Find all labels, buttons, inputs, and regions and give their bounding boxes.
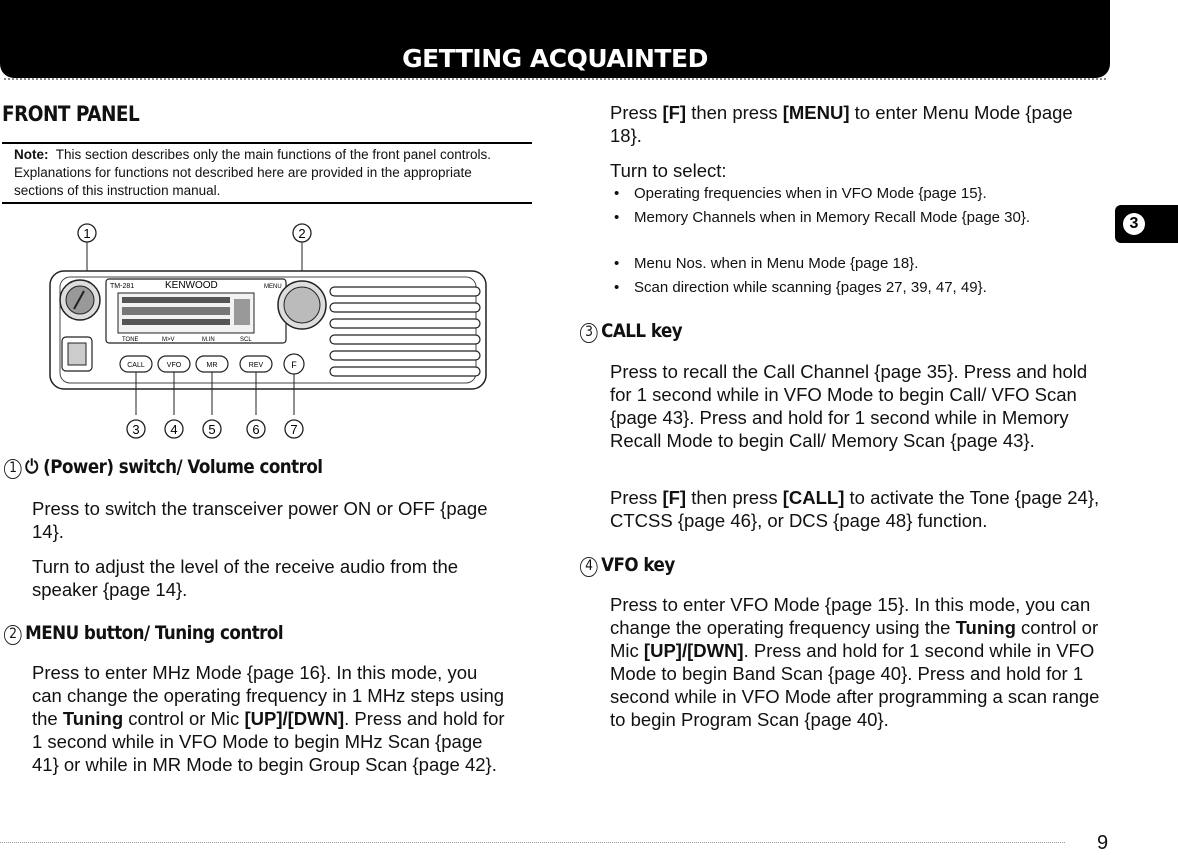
callout-7: [285, 420, 303, 438]
svg-text:3: 3: [132, 422, 140, 437]
item-2-number: 2: [4, 625, 22, 645]
item-1-number: 1: [4, 459, 22, 479]
callout-4: [165, 420, 183, 438]
note-label: Note:: [14, 147, 49, 162]
svg-text:TONE: TONE: [122, 337, 139, 343]
note-text: [14, 146, 514, 200]
note-box: [2, 142, 532, 204]
item-1-heading: [4, 456, 323, 479]
svg-text:VFO: VFO: [166, 362, 182, 369]
header-dotted-rule: [4, 78, 1106, 80]
svg-text:REV: REV: [248, 362, 264, 369]
svg-text:SCL: SCL: [240, 337, 252, 343]
tuning-knob: [278, 281, 326, 329]
svg-text:1: 1: [83, 226, 91, 241]
svg-text:MR: MR: [206, 362, 218, 369]
menu-paragraph: Press [F] then press [MENU] to enter Menu Mode {page 18}.: [610, 102, 1073, 146]
item-3-paragraph-1: Press to recall the Call Channel {page 35}. Press and hold for 1 second while in VFO Mode to begin Call/ VFO Scan {page 43}. Press and hold for 1 second while in Memory Recall Mode to begin Call/ Memory Scan {page 43}.: [610, 361, 1088, 451]
item-4-paragraph-1: Press to enter VFO Mode {page 15}. In this mode, you can change the operating frequency using the Tuning control or Mic [UP]/[DWN]. Press and hold for 1 second while in VFO Mode to begin Band Scan {page 40}. Press and hold for 1 second while in VFO Mode after programming a scan range to begin Program Scan {page 40}.: [610, 594, 1100, 730]
item-3-heading: [580, 320, 682, 343]
svg-text:KENWOOD: KENWOOD: [165, 280, 218, 291]
callout-6: [247, 420, 265, 438]
section-title: FRONT PANEL: [2, 102, 140, 126]
item-4-heading: [580, 554, 675, 577]
item-2-title: MENU button/ Tuning control: [25, 622, 284, 644]
item-4-number: 4: [580, 557, 598, 577]
svg-text:5: 5: [208, 422, 216, 437]
svg-text:6: 6: [252, 422, 260, 437]
svg-text:7: 7: [290, 422, 298, 437]
footer-dotted-rule: [0, 842, 1065, 843]
item-1-title: (Power) switch/ Volume control: [43, 456, 323, 478]
note-body: This section describes only the main functions of the front panel controls. Explanations for functions not described here are provided in the appropriate sections of this instruction manual.: [14, 147, 491, 198]
item-3-paragraph-2: Press [F] then press [CALL] to activate the Tone {page 24}, CTCSS {page 46}, or DCS {page 48} function.: [610, 487, 1100, 531]
chapter-number: 3: [1123, 213, 1145, 235]
callout-3: [127, 420, 145, 438]
power-icon: ⏻: [25, 456, 38, 478]
chapter-side-tab: [1115, 205, 1178, 243]
page-header-title: GETTING ACQUAINTED: [402, 44, 708, 73]
page-number: 9: [1097, 832, 1109, 854]
item-3-number: 3: [580, 323, 598, 343]
item-1-paragraph-2: Turn to adjust the level of the receive audio from the speaker {page 14}.: [32, 556, 459, 600]
turn-to-select-label: Turn to select:: [610, 160, 727, 181]
svg-text:CALL: CALL: [127, 362, 145, 369]
callout-5: [203, 420, 221, 438]
item-2-paragraph-1: Press to enter MHz Mode {page 16}. In this mode, you can change the operating frequency in 1 MHz steps using the Tuning control or Mic [UP]/[DWN]. Press and hold for 1 second while in VFO Mode to begin MHz Scan {page 41} or while in MR Mode to begin Group Scan {page 42}.: [32, 662, 505, 775]
svg-text:4: 4: [170, 422, 178, 437]
svg-text:MENU: MENU: [264, 284, 282, 290]
page-header-bar: [0, 0, 1110, 78]
front-panel-illustration: [40, 215, 500, 445]
power-volume-knob: [60, 280, 100, 320]
item-4-title: VFO key: [601, 554, 675, 576]
svg-text:F: F: [291, 360, 297, 370]
svg-text:2: 2: [298, 226, 306, 241]
item-2-heading: [4, 622, 283, 645]
svg-text:M.IN: M.IN: [202, 337, 215, 343]
item-1-paragraph-1: Press to switch the transceiver power ON or OFF {page 14}.: [32, 498, 488, 542]
item-3-title: CALL key: [601, 320, 683, 342]
svg-text:TM-281: TM-281: [110, 283, 135, 290]
svg-text:M>V: M>V: [162, 337, 175, 343]
